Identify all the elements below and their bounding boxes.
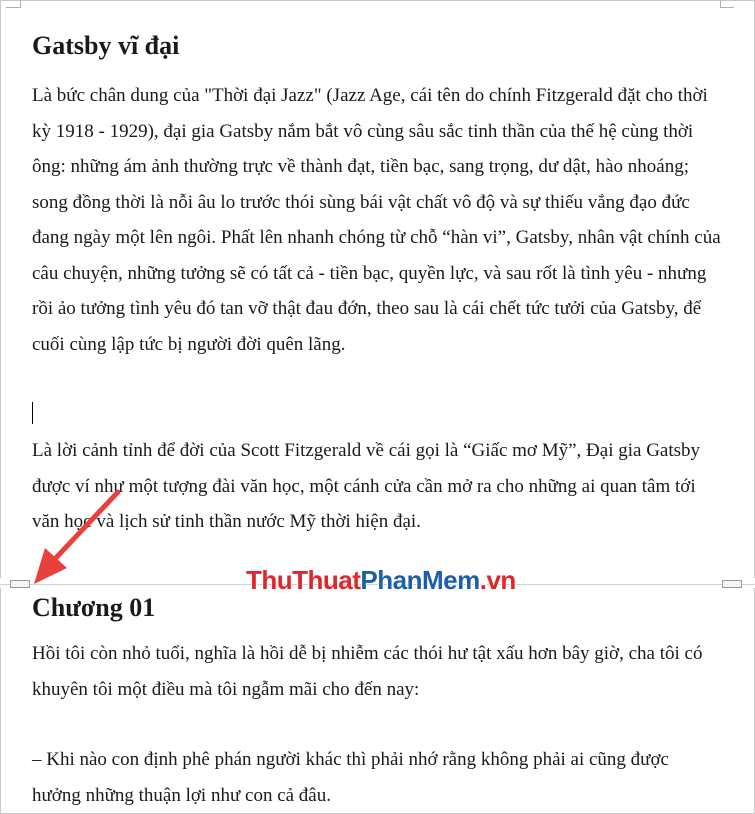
paragraph-warning[interactable]: Là lời cảnh tỉnh để đời của Scott Fitzgerald về cái gọi là “Giấc mơ Mỹ”, Đại gia Gatsby được ví như một tượng đài văn học, một cánh cửa cần mở ra cho những ai quan tâm tới văn học và lịch sử tinh thần nước Mỹ thời hiện đại.: [32, 440, 701, 532]
paragraph-chapter-2[interactable]: – Khi nào con định phê phán người khác thì phải nhớ rằng không phải ai cũng được hưởng những thuận lợi như con cả đâu.: [32, 749, 669, 806]
watermark-part-domain: .vn: [479, 565, 516, 595]
heading-gatsby[interactable]: Gatsby vĩ đại: [32, 31, 180, 60]
watermark-part-thuthuat: ThuThuat: [246, 565, 361, 595]
watermark-part-phanmem: PhanMem: [360, 565, 480, 595]
heading-chapter-01[interactable]: Chương 01: [32, 593, 156, 622]
paragraph-intro[interactable]: Là bức chân dung của "Thời đại Jazz" (Jazz Age, cái tên do chính Fitzgerald đặt cho thời kỳ 1918 - 1929), đại gia Gatsby nắm bắt vô cùng sâu sắc tinh thần của thế hệ cùng thời ông: những ám ảnh thường trực về thành đạt, tiền bạc, sang trọng, dư dật, hào nhoáng; song đồng thời là nỗi âu lo trước thói sùng bái vật chất vô độ và sự thiếu vắng đạo đức đang ngày một lên ngôi. Phất lên nhanh chóng từ chỗ “hàn vi”, Gatsby, nhân vật chính của câu chuyện, những tưởng sẽ có tất cả - tiền bạc, quyền lực, và sau rốt là tình yêu - nhưng rồi ảo tưởng tình yêu đó tan vỡ thật đau đớn, theo sau là cái chết tức tưởi của Gatsby, để cuối cùng lập tức bị người đời quên lãng.: [32, 85, 721, 355]
paragraph-chapter-1[interactable]: Hồi tôi còn nhỏ tuổi, nghĩa là hồi dễ bị nhiễm các thói hư tật xấu hơn bây giờ, cha tôi có khuyên tôi một điều mà tôi ngẫm mãi cho đến nay:: [32, 643, 703, 700]
